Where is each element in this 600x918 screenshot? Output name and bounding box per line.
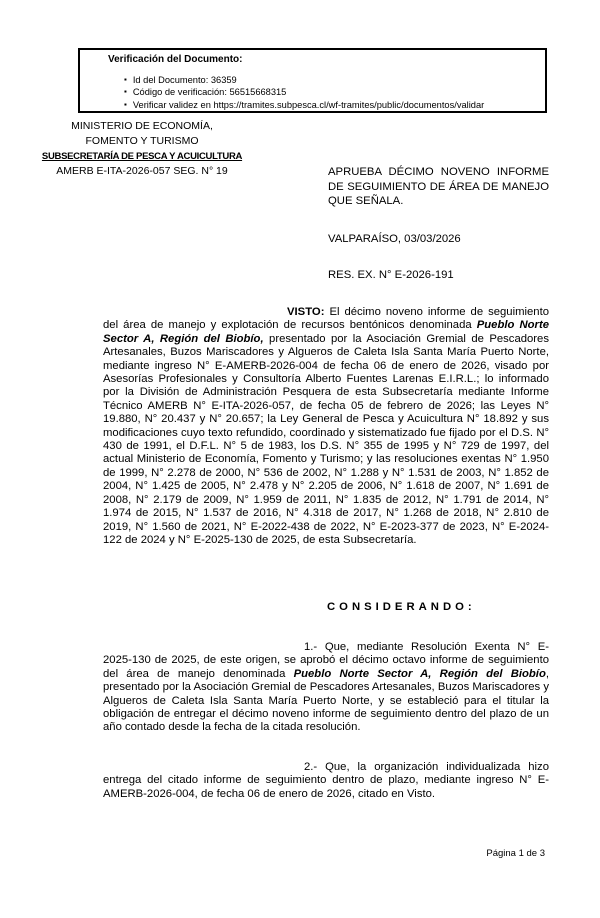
ministry-line-1: MINISTERIO DE ECONOMÍA, (71, 120, 213, 132)
considerando-paragraph-1 (103, 641, 549, 735)
text-segment: VISTO: (287, 306, 325, 318)
place-date: VALPARAÍSO, 03/03/2026 (328, 233, 461, 245)
text-segment: presentado por la Asociación Gremial de Pescadores Artesanales, Buzos Mariscadores y Algueros de Caleta Isla Santa María Puerto Norte, mediante ingreso N° E-AMERB-2026-004 de fecha 06 de enero de 2026, visado por Asesorías Profesionales y Consultoría Alberto Fuentes Larenas E.I.R.L.; lo informado por la División de Administración Pesquera de esta Subsecretaría mediante Informe Técnico AMERB N° E-ITA-2026-057, de fecha 05 de febrero de 2026; las Leyes N° 19.880, N° 20.437 y N° 20.657; la Ley General de Pesca y Acuicultura N° 18.892 y sus modificaciones cuyo texto refundido, coordinado y sistematizado fue fijado por el D.S. N° 430 de 1991, el D.F.L. N° 5 de 1983, los D.S. N° 355 de 1995 y N° 729 de 1997, del actual Ministerio de Economía, Fomento y Turismo; y las resoluciones exentas N° 1.950 de 1999, N° 2.278 de 2000, N° 536 de 2002, N° 1.288 y N° 1.531 de 2003, N° 1.852 de 2004, N° 1.425 de 2005, N° 2.478 y N° 2.205 de 2006, N° 1.618 de 2007, N° 1.691 de 2008, N° 2.179 de 2009, N° 1.959 de 2011, N° 1.835 de 2012, N° 1.791 de 2014, N° 1.974 de 2015, N° 1.537 de 2016, N° 4.318 de 2017, N° 1.268 de 2018, N° 2.810 de 2019, N° 1.560 de 2021, N° E-2022-438 de 2022, N° E-2023-377 de 2023, N° E-2024- 122 de 2024 y N° E-2025-130 de 2025, de esta Subsecretaría. (103, 332, 549, 546)
verification-item: ▪ Id del Documento: 36359 (124, 74, 539, 86)
considerando-heading: CONSIDERANDO: (327, 601, 476, 613)
verification-item: ▪ Código de verificación: 56515668315 (124, 86, 539, 98)
document-code: AMERB E-ITA-2026-057 SEG. N° 19 (56, 165, 228, 177)
letterhead (33, 119, 251, 179)
text-segment: Pueblo Norte Sector A, Región del Biobío (293, 667, 546, 680)
considerando-paragraph-2 (103, 761, 549, 801)
visto-paragraph (103, 306, 549, 547)
text-segment: Pueblo Norte Sector A, Región del Biobío, (103, 319, 550, 345)
verification-list (108, 74, 539, 111)
verification-box (78, 48, 547, 113)
subject-title: APRUEBA DÉCIMO NOVENO INFORME DE SEGUIMIENTO DE ÁREA DE MANEJO QUE SEÑALA. (328, 166, 549, 208)
text-segment: El décimo noveno informe de seguimiento del área de manejo y explotación de recursos bentónicos denominada (103, 306, 549, 332)
text-segment: 1.- Que, mediante Resolución Exenta N° E-2025-130 de 2025, de este origen, se aprobó el décimo octavo informe de seguimiento del área de manejo denominada (103, 641, 549, 680)
verification-title: Verificación del Documento: (108, 54, 243, 65)
resolution-number: RES. EX. N° E-2026-191 (328, 269, 454, 281)
text-segment: 2.- Que, la organización individualizada hizo entrega del citado informe de seguimiento dentro de plazo, mediante ingreso N° E-AMERB-2026-004, de fecha 06 de enero de 2026, citado en Visto. (103, 761, 549, 800)
department-name: SUBSECRETARÍA DE PESCA Y ACUICULTURA (41, 151, 243, 162)
verification-item: ▪ Verificar validez en https://tramites.subpesca.cl/wf-tramites/public/documentos/validar (124, 99, 539, 111)
ministry-line-2: FOMENTO Y TURISMO (85, 135, 199, 147)
page-number: Página 1 de 3 (486, 848, 545, 859)
text-segment: , presentado por la Asociación Gremial de Pescadores Artesanales, Buzos Mariscadores y Algueros de Caleta Isla Santa María Puerto Norte, y se estableció para el titular la obligación de entregar el décimo noveno informe de seguimiento dentro del plazo de un año contado desde la fecha de la citada resolución. (103, 667, 549, 734)
